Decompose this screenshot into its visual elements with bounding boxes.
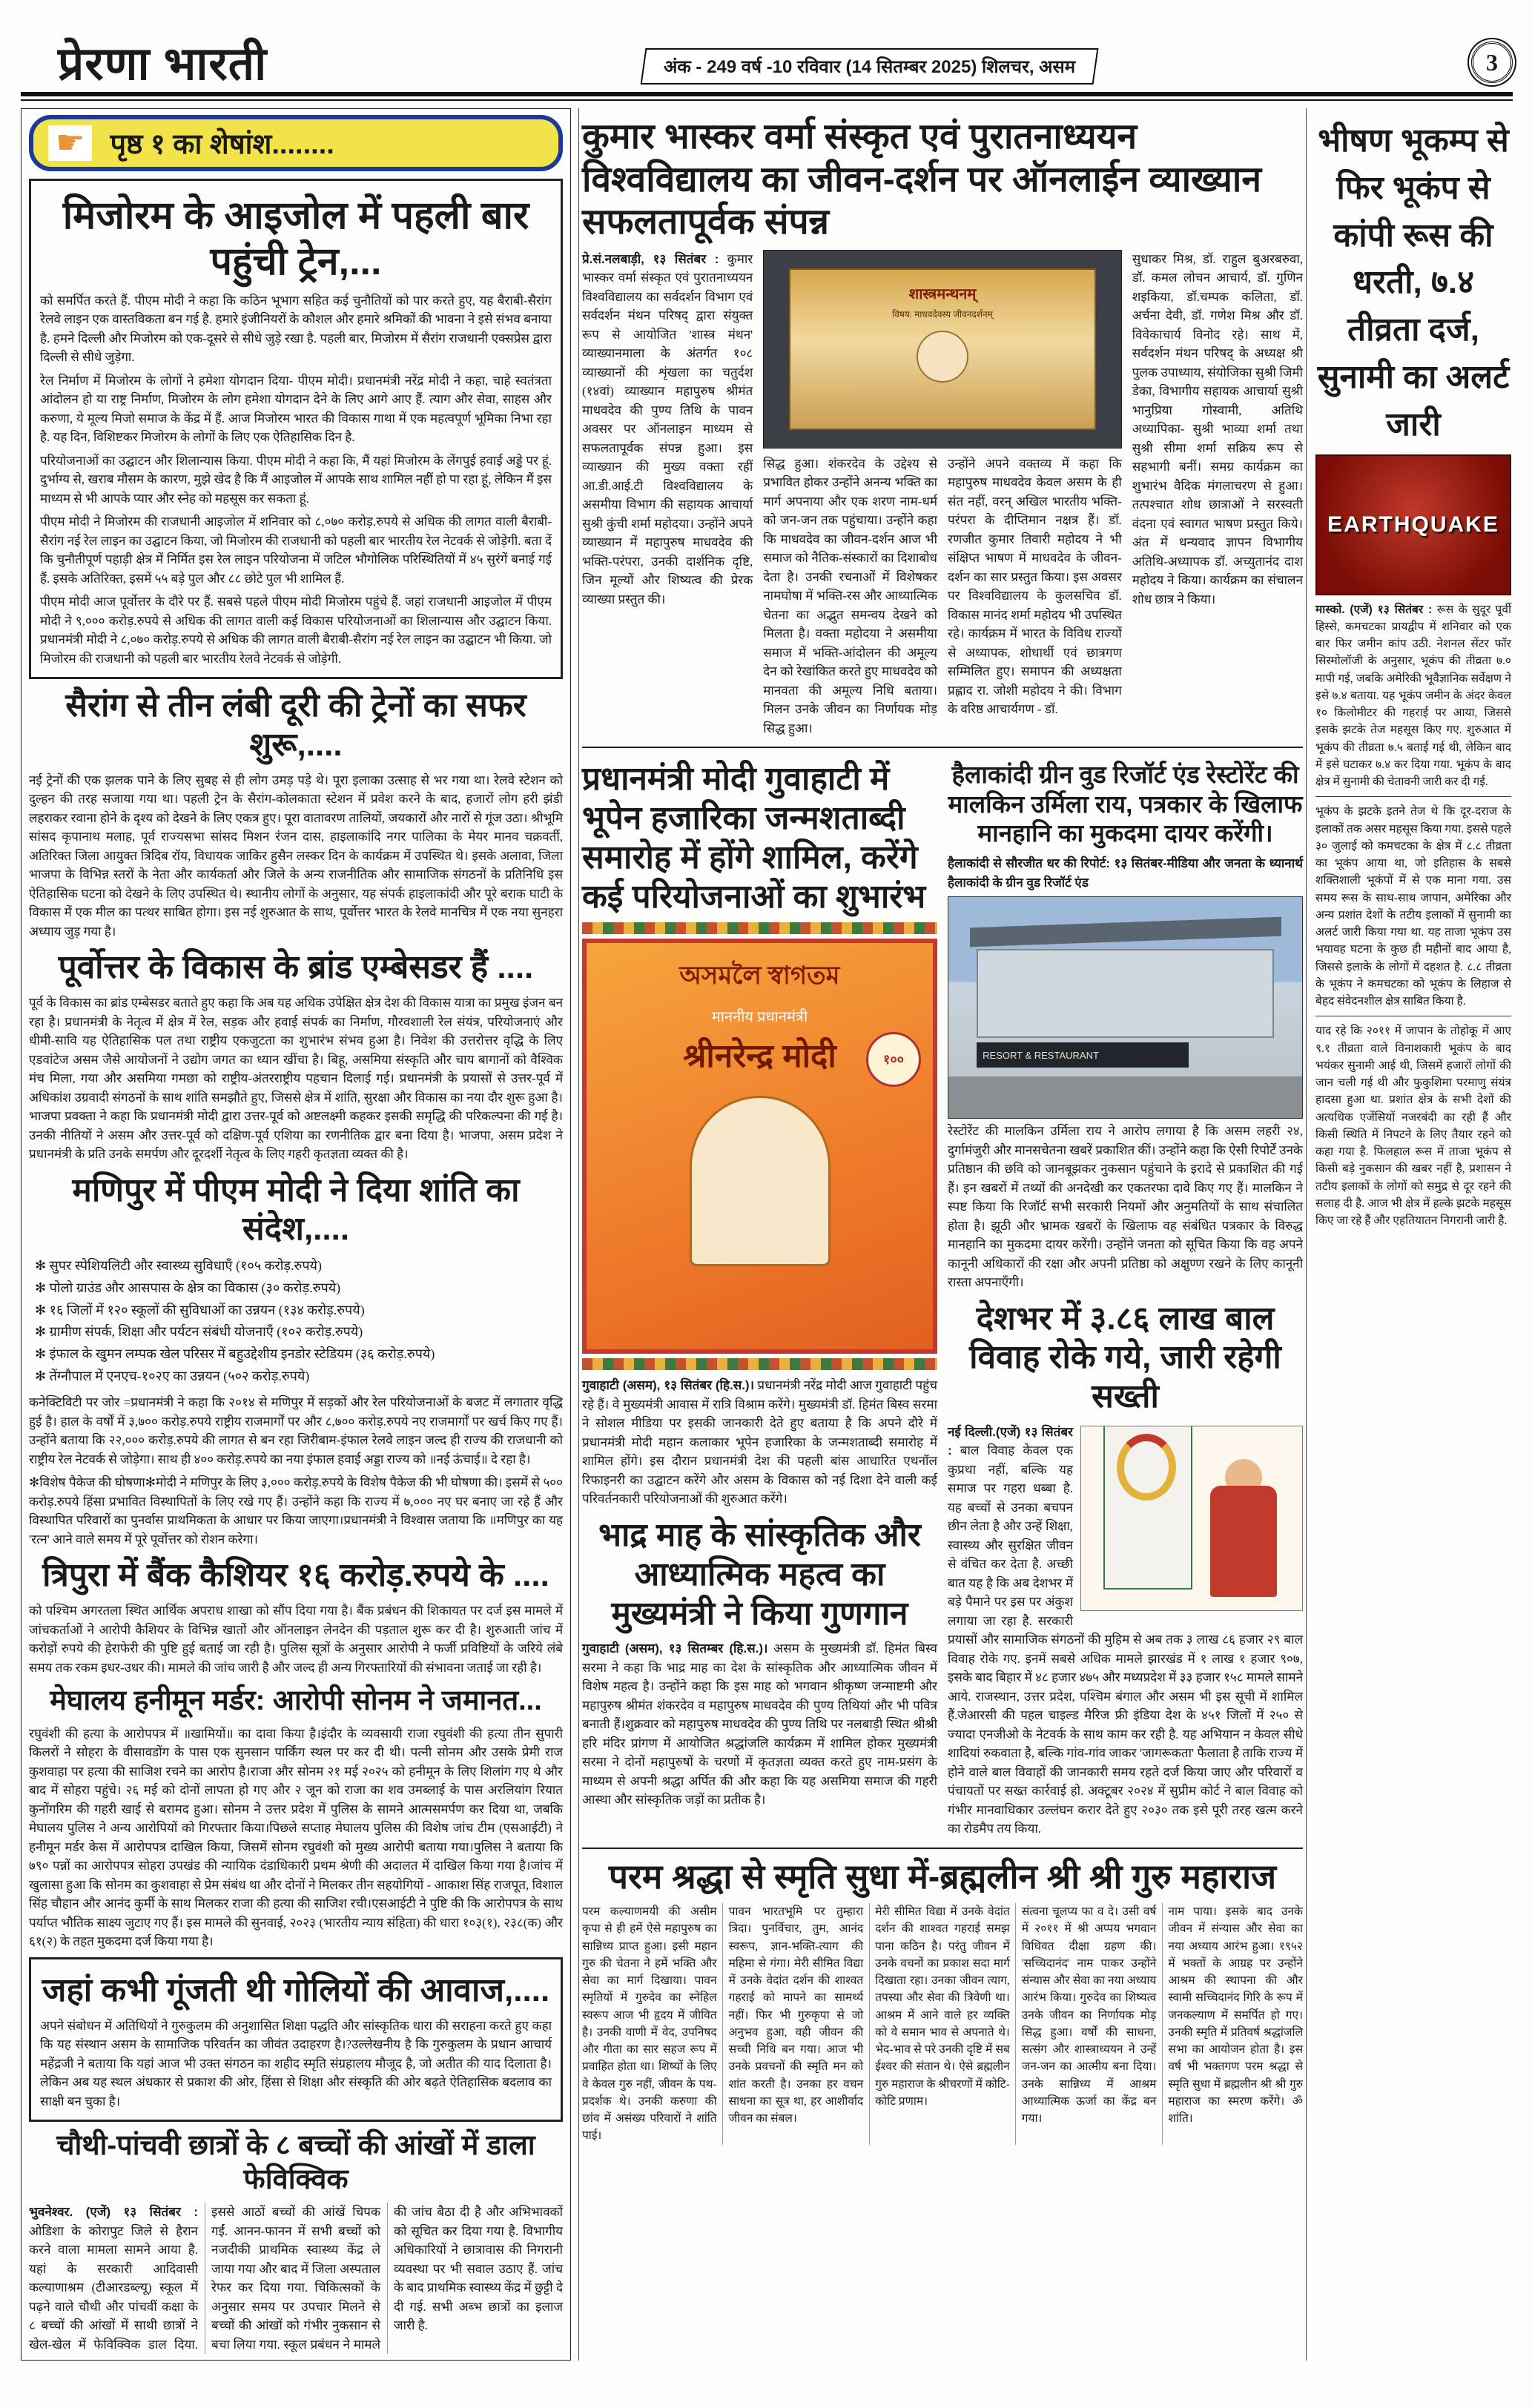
headline-manipur-peace: मणिपुर में पीएम मोदी ने दिया शांति का संदेश,.... <box>72 1171 520 1248</box>
article-text: रूस के सुदूर पूर्वी हिस्से, कमचटका प्रायद्वीप में शनिवार को एक बार फिर जमीन कांप उठी. नेशनल सेंटर फॉर सिस्मोलॉजी के अनुसार, भूकंप की तीव्रता ७.० मापी गई, जबकि अमेरिकी भूवैज्ञानिक सर्वेक्षण ने इसे ७.४ बताया. यह भूकंप जमीन के अंदर केवल १० किलोमीटर की गहराई पर आया, जिससे इसके झटके तेज महसूस किए गए. शुरुआत में भूकंप की तीव्रता ७.५ बताई गई थी, लेकिन बाद में इसे घटाकर ७.४ कर दिया गया. भूकंप के बाद क्षेत्र में सुनामी की चेतावनी जारी कर दी गई. <box>1315 603 1511 789</box>
headline-brand-ambassador: पूर्वोत्तर के विकास के ब्रांड एम्बेसडर हैं .... <box>58 949 534 986</box>
header-rule <box>21 92 1513 101</box>
continued-from-page1-banner <box>29 115 563 171</box>
resort-roof <box>970 917 1281 947</box>
headline-sairang-trains: सैरांग से तीन लंबी दूरी की ट्रेनों का सफर शुरू,.... <box>65 687 526 764</box>
article-paragraph: रेस्टोरेंट की मालकिन उर्मिला राय ने आरोप लगाया है कि असम लहरी २४, दुर्गामंजुरी और मानसचेतना खबरें प्रकाशित कीं। उन्होंने कहा कि ऐसी रिपोर्टें उनके प्रतिष्ठान की छवि को जानबूझकर नुकसान पहुंचाने के इरादे से प्रकाशित की गई हैं। इन खबरों में तथ्यों की अनदेखी कर एकतरफा दावे किए गए हैं। मालकिन ने स्पष्ट किया कि रिजॉर्ट सभी सरकारी नियमों और अनुमतियों के साथ संचालित होता है। झूठी और भ्रामक खबरों के खिलाफ वह संबंधित पत्रकार के विरुद्ध मानहानि का मुकदमा दायर करेंगी। उन्होंने जनता को सूचित किया कि वह अपने कानूनी अधिकारों की रक्षा और अपनी प्रतिष्ठा को अक्षुण्ण रखने के लिए कानूनी रास्ता अपनाएँगी। <box>948 1124 1303 1290</box>
divider <box>1315 796 1511 797</box>
article-paragraph <box>582 250 753 609</box>
article-paragraph: को पश्चिम अगरतला स्थित आर्थिक अपराध शाखा को सौंप दिया गया है। बैंक प्रबंधन की शिकायत पर दर्ज इस मामले में जांचकर्ताओं ने आरोपी कैशियर के विभिन्न खातों और ऑनलाइन लेनदेन की पड़ताल शुरू कर दी है। शुरुआती जांच में करोड़ों रुपये की हेराफेरी की पुष्टि हुई बताई जा रही है। पुलिस सूत्रों के अनुसार आरोपी ने फर्जी प्रविष्टियों के जरिये लंबे समय तक रकम इधर-उधर की। मामले की जांच जारी है और जल्द ही अन्य गिरफ्तारियों की संभावना जताई जा रही है। <box>29 1604 563 1675</box>
article-honeymoon-murder <box>29 1684 563 1951</box>
speaker-figure <box>917 331 968 383</box>
divider <box>582 747 1303 748</box>
headline-greenwood-resort: हैलाकांदी ग्रीन वुड रिजॉर्ट एंड रेस्टोरेंट की मालकिन उर्मिला राय, पत्रकार के खिलाफ मानहानि का मुकदमा दायर करेंगी। <box>948 761 1303 847</box>
poster-name: श्रीनरेन्द्र मोदी <box>683 1038 836 1075</box>
resort-building <box>977 949 1274 1038</box>
dateline: नई दिल्ली.(एजें) १३ सितंबर : <box>948 1424 1073 1458</box>
memorial-column: संत्वना चूलप्य फा व दे। उसी वर्ष में २०११ में श्री अप्पय भगवान विधिवत दीक्षा ग्रहण की। 'सच्चिदानंद' नाम पाकर उन्होंने संन्यास और सेवा का नया अध्याय आरंभ किया। गुरुदेव का शिष्यत्व उनके जीवन का निर्णायक मोड़ सिद्ध हुआ। वर्षों की साधना, सत्संग और शास्त्राध्ययन ने उन्हें जन-जन का आत्मीय बना दिया। उनके सान्निध्य में आश्रम आध्यात्मिक ऊर्जा का केंद्र बन गया। <box>1021 1905 1157 2126</box>
article-bhadra-month <box>582 1516 937 1810</box>
article-paragraph: पीएम मोदी ने मिजोरम की राजधानी आइजोल में शनिवार को ८,०७० करोड़.रुपये से अधिक की लागत वाली बैराबी-सैरांग नई रेल लाइन का उद्घाटन किया, जो मिजोरम की राजधानी को पहली बार भारतीय रेल नेटवर्क से जोड़ेगी. बता दें कि चुनौतीपूर्ण पहाड़ी क्षेत्र में निर्मित इस रेल लाइन परियोजना में जटिल भौगोलिक परिस्थितियों में ४५ सुरंगें बनाई गई हैं. इसके अतिरिक्त, इसमें ५५ बड़े पुल और ८८ छोटे पुल भी शामिल हैं. <box>40 515 552 586</box>
article-paragraph: ✻विशेष पैकेज की घोषणा✻मोदी ने मणिपुर के लिए ३,००० करोड़.रुपये के विशेष पैकेज की भी घोषणा की। इसमें से ५०० करोड़.रुपये हिंसा प्रभावित विस्थापितों के लिए रखे गए हैं। उन्होंने कहा कि राज्य में ७,००० नए घर बनाए जा रहे हैं और विस्थापित परिवारों का पुनर्वास प्राथमिकता के आधार पर किया जाएगा।प्रधानमंत्री ने विश्वास जताया कि ॥मणिपुर का यह 'रत्न' आने वाले समय में पूरे पूर्वोत्तर को रोशन करेगा। <box>29 1475 563 1547</box>
headline-honeymoon-murder: मेघालय हनीमून मर्डर: आरोपी सोनम ने जमानत... <box>50 1685 542 1717</box>
article-paragraph: रेल निर्माण में मिजोरम के लोगों ने हमेशा योगदान दिया- पीएम मोदी। प्रधानमंत्री नरेंद्र मोदी ने कहा, चाहे स्वतंत्रता आंदोलन हो या राष्ट्र निर्माण, मिजोरम के लोग हमेशा योगदान देने के लिए आगे आए हैं. त्याग और सेवा, साहस और करुणा, ये मूल्य मिजो समाज के केंद्र में हैं. आज मिजोरम भारत की विकास गाथा में एक महत्वपूर्ण भूमिका निभा रहा है. यह दिन, विशिष्टकर मिजोरम के लोगों के लिए एक ऐतिहासिक दिन है. <box>40 373 552 445</box>
child-marriage-illustration <box>1080 1426 1303 1611</box>
headline-feviquick: चौथी-पांचवी छात्रों के ८ बच्चों की आंखों में डाला फेविक्विक <box>56 2130 535 2195</box>
article-paragraph <box>29 2203 563 2354</box>
right-column <box>1314 108 1513 2361</box>
article-feviquick <box>29 2129 563 2354</box>
poster-border-decoration <box>582 1358 937 1370</box>
modi-welcome-poster <box>582 939 937 1354</box>
memorial-column: मेरी सीमित विद्या में उनके वेदांत दर्शन की शाश्वत गहराई समझ पाना कठिन है। परंतु जीवन में उनके वचनों का प्रकाश सदा मार्ग दिखाता रहा। उनका जीवन त्याग, तपस्या और सेवा की त्रिवेणी था। आश्रम में आने वाले हर व्यक्ति को वे समान भाव से अपनाते थे। भेद-भाव से परे उनकी दृष्टि में सब ईश्वर की संतान थे। ऐसे ब्रह्मलीन गुरु महाराज के श्रीचरणों में कोटि-कोटि प्रणाम। <box>875 1905 1010 2108</box>
article-paragraph: कनेक्टिविटी पर जोर =प्रधानमंत्री ने कहा कि २०१४ से मणिपुर में सड़कों और रेल परियोजनाओं के बजट में लगातार वृद्धि हुई है। हाल के वर्षों में ३,७०० करोड़.रुपये राष्ट्रीय राजमार्गों पर और ८,७०० करोड़.रुपये नए राजमार्गों पर खर्च किए गए हैं।उन्होंने बताया कि २२,००० करोड़.रुपये की लागत से बन रहा जिरीबाम-इंफाल रेलवे लाइन जल्द ही राज्य की राजधानी को राष्ट्रीय रेल नेटवर्क से जोड़ेगा। साथ ही ४०० करोड़.रुपये का नया इंफाल हवाई अड्डा राज्य को ॥नई ऊंचाई॥ दे रहा है। <box>29 1395 563 1466</box>
webinar-screenshot-photo <box>763 250 1122 449</box>
article-text: ओडिशा के कोरापुट जिले से हैरान करने वाला मामला सामने आया है. यहां के सरकारी आदिवासी कल्याणाश्रम (टीआरडब्ल्यू) स्कूल में पढ़ने वाले चौथी और पांचवीं कक्षा के ८ बच्चों की आंखों में साथी छात्रों ने खेल-खेल में फेविक्विक डाल दिया. इससे आठों बच्चों की आंखें चिपक गईं. आनन-फानन में सभी बच्चों को नजदीकी प्राथमिक स्वास्थ्य केंद्र ले जाया गया और बाद में जिला अस्पताल रेफर कर दिया गया. चिकित्सकों के अनुसार समय पर उपचार मिलने से बच्चों की आंखों को गंभीर नुकसान से बचा लिया गया. स्कूल प्रबंधन ने मामले की जांच बैठा दी है और अभिभावकों को सूचित कर दिया गया है. विभागीय अधिकारियों ने छात्रावास की निगरानी व्यवस्था पर भी सवाल उठाए हैं. जांच के बाद प्राथमिक स्वास्थ्य केंद्र में छुट्टी दे दी गई. सभी अब्भ छात्रों का इलाज जारी है. <box>29 2205 563 2352</box>
page-number-badge: 3 <box>1471 42 1513 83</box>
headline-mizoram-train: मिजोरम के आइजोल में पहली बार पहुंची ट्रेन,... <box>62 194 529 284</box>
headline-bhadra-month: भाद्र माह के सांस्कृतिक और आध्यात्मिक महत्व का मुख्यमंत्री ने किया गुणगान <box>598 1516 921 1632</box>
article-paragraph <box>1315 601 1511 791</box>
resort-driveway <box>948 1076 1302 1118</box>
article-gurukulam <box>29 1957 563 2122</box>
byline-paragraph <box>948 854 1303 892</box>
divider <box>582 1848 1303 1849</box>
bullet-item: ✻ तेंग्नौपाल में एनएच-१०२ए का उन्नयन (५०२ करोड़.रुपये) <box>35 1368 310 1383</box>
headline-tripura-cashier: त्रिपुरा में बैंक कैशियर १६ करोड़.रुपये के .... <box>42 1557 549 1594</box>
earthquake-graphic <box>1315 454 1511 595</box>
bullet-item: ✻ इंफाल के खुमन लम्पक खेल परिसर में बहुउद्देशीय इनडोर स्टेडियम (३६ करोड़.रुपये) <box>35 1346 435 1362</box>
article-paragraph: को समर्पित करते हैं. पीएम मोदी ने कहा कि कठिन भूभाग सहित कई चुनौतियों को पार करते हुए, यह बैराबी-सैरांग रेलवे लाइन एक वास्तविकता बन गई है. हमारे इंजीनियरों के कौशल और हमारे श्रमिकों की भावना ने इसे संभव बनाया है. हमने दिल्ली और मिजोरम को एक-दूसरे से सीधे जुड़े रखा है. पहली बार, मिजोरम में सैरांग राजधानी एक्सप्रेस द्वारा दिल्ली से सीधे जुड़ेगा. <box>40 293 552 365</box>
bullet-item: ✻ १६ जिलों में १२० स्कूलों की सुविधाओं का उन्नयन (१३४ करोड़.रुपये) <box>35 1302 365 1317</box>
article-paragraph: पूर्व के विकास का ब्रांड एम्बेसडर बताते हुए कहा कि अब यह अधिक उपेक्षित क्षेत्र देश की विकास यात्रा का प्रमुख इंजन बन रहा है। प्रधानमंत्री के नेतृत्व में क्षेत्र में रेल, सड़क और हवाई संपर्क का निर्माण, गौरवशाली रेल संयंत्र, परियोजनाएं और धीमी-सावि यह ऐतिहासिक पल तथा राष्ट्रीय एकजुटता का शुभारंभ संभव हुआ है। निवेश की उत्तरोत्तर वृद्धि के लिए एडवांटेज असम जैसे आयोजनों ने उद्योग जगत का ध्यान खींचा है। बिहू, असमिया संस्कृति और चाय बागानों को वैश्विक मंच मिला, गया और असमिया गमछा को राष्ट्रीय-अंतरराष्ट्रीय पहचान दिलाई गई। प्रधानमंत्री के प्रयासों से उत्तर-पूर्व में अधिकांश उग्रवादी संगठनों के साथ शांति समझौते हुए, जिससे क्षेत्र में शांति, सुरक्षा और विकास का नया दौर शुरू हुआ है। भाजपा प्रवक्ता ने कहा कि प्रधानमंत्री मोदी द्वारा उत्तर-पूर्व को अष्टलक्ष्मी कहकर इसकी समृद्धि की परिकल्पना की गई है। उनकी नीतियों ने असम और उत्तर-पूर्व को दक्षिण-पूर्व एशिया का रणनीतिक द्वार बना दिया है। भाजपा, असम प्रदेश ने प्रधानमंत्री के प्रति उनके समर्पण और दूरदर्शी नेतृत्व के लिए गहरी कृतज्ञता व्यक्त की है। <box>29 996 563 1162</box>
article-guru-maharaj-memorial <box>582 1856 1303 2145</box>
headline-hazarika-centenary: प्रधानमंत्री मोदी गुवाहाटी में भूपेन हजारिका जन्मशताब्दी समारोह में होंगे शामिल, करेंगे कई परियोजनाओं का शुभारंभ <box>582 761 926 915</box>
article-paragraph: परियोजनाओं का उद्घाटन और शिलान्यास किया. पीएम मोदी ने कहा कि, मैं यहां मिजोरम के लेंगपुई हवाई अड्डे पर हूं. दुर्भाग्य से, खराब मौसम के कारण, मुझे खेद है कि मैं आइजोल में आपके साथ शामिल नहीं हो पा रहा हूं, लेकिन मैं इस माध्यम से भी आपके प्यार और स्नेह को महसूस कर सकता हूं. <box>40 453 552 506</box>
article-manipur-peace <box>29 1171 563 1549</box>
garland <box>1117 1434 1176 1501</box>
center-right-subcolumn <box>948 752 1303 1843</box>
resort-photo <box>948 896 1303 1119</box>
article-paragraph: सुधाकर मिश्र, डॉ. राहुल बुअरबरुवा, डॉ. कमल लोचन आचार्य, डॉ. गुणिन शइकिया, डॉ.चम्पक कलिता, डॉ. अर्चना देवी, डॉ. गणेश मिश्र और डॉ. विवेकाचार्य विनोद रहे। साथ में, सर्वदर्शन मंथन परिषद् के अध्यक्ष श्री पुलक उपाध्याय, संयोजिका सुश्री जिमी डेका, विभागीय सहायक आचार्या सुश्री भानुप्रिया गोस्वामी, अतिथि अध्यापिका- सुश्री भाव्या शर्मा तथा सुश्री सीमा शर्मा सक्रिय रूप से सहभागी बनीं। समग्र कार्यक्रम का शुभारंभ वैदिक मंगलाचरण से हुआ। तत्पश्चात शोध छात्राओं ने सरस्वती वंदना एवं स्वागत भाषण प्रस्तुत किये। अंत में धन्यवाद ज्ञापन विभागीय अतिथि-अध्यापक डॉ. अच्युतानंद दाश महोदय ने किया। कार्यक्रम का संचालन शोध छात्र ने किया। <box>1132 251 1304 606</box>
earthquake-label: EARTHQUAKE <box>1327 512 1499 537</box>
left-column <box>21 108 571 2361</box>
article-paragraph: रघुवंशी की हत्या के आरोपपत्र में ॥खामियों॥ का दावा किया है।इंदौर के व्यवसायी राजा रघुवंशी की हत्या तीन सुपारी किलरों ने सोहरा के वीसावडोंग के पास एक सुनसान पार्किंग स्थल पर कर दी थी। पत्नी सोनम और उसके प्रेमी राज कुशवाहा पर हत्या की साजिश रचने का आरोप है।राजा और सोनम २१ मई २०२५ को हनीमून के लिए शिलांग गए थे और बाद में सोहरा पहुंचे। २६ मई को दोनों लापता हो गए और २ जून को राजा का शव उमब्लाई के पास अरलियांग रियात कुनोंगरिम की गहरी खाई से बरामद हुआ। सोनम ने उत्तर प्रदेश में पुलिस के सामने आत्मसमर्पण कर दिया था, जबकि मेघालय पुलिस ने अन्य आरोपियों को गिरफ्तार किया।पिछले सप्ताह मेघालय पुलिस की विशेष जांच टीम (एसआईटी) ने हनीमून मर्डर केस में आरोपपत्र दाखिल किया, जिसमें सोनम रघुवंशी को मुख्य आरोपी बताया गया।पुलिस ने बताया कि ७९० पन्नों का आरोपपत्र सोहरा उपखंड की न्यायिक दंडाधिकारी प्रथम श्रेणी की अदालत में दाखिल किया गया है।जांच में खुलासा हुआ कि सोनम का कुशवाहा से प्रेम संबंध था और दोनों ने मिलकर तीन सहयोगियों - आकाश सिंह राजपूत, विशाल सिंह चौहान और आनंद कुर्मी के साथ मिलकर राजा की हत्या की साजिश रची।एसआईटी ने पुष्टि की कि आरोपपत्र के साथ पर्याप्त भौतिक साक्ष्य जुटाए गए हैं। इस मामले की सुनवाई, २०२३ (भारतीय न्याय संहिता) की धारा १०३(१), २३८(क) और ६१(२) के तहत मुकदमा दर्ज किया गया है। <box>29 1726 563 1949</box>
article-paragraph: भूकंप के झटके इतने तेज थे कि दूर-दराज के इलाकों तक असर महसूस किया गया. इससे पहले ३० जुलाई को कमचटका के क्षेत्र में ८.८ तीव्रता का भूकंप आया था, जो इतिहास के सबसे शक्तिशाली भूकंपों में से एक माना गया. उस समय रूस के साथ-साथ जापान, अमेरिका और अन्य प्रशांत देशों के तटीय इलाकों में सुनामी का अलर्ट जारी किया गया था. यह ताजा भूकंप उस भयावह घटना के कुछ ही महीनों बाद आया है, जिससे इलाके के लोगों में दहशत है. ८.८ तीव्रता के भूकंप ने कमचटका को भूकंप के लिहाज से बेहद संवेदनशील क्षेत्र साबित किया है. <box>1315 805 1511 1008</box>
resort-sign: RESORT & RESTAURANT <box>977 1042 1189 1068</box>
webinar-slide-title: शास्त्रमन्थनम् <box>908 285 977 302</box>
article-paragraph: उन्होंने अपने वक्तव्य में कहा कि महापुरुष माधवदेव केवल असम के ही संत नहीं, वरन् अखिल भारतीय भक्ति-परंपरा के दीप्तिमान नक्षत्र हैं। डॉ. रणजीत कुमार तिवारी महोदय ने भी संक्षिप्त भाषण में माधवदेव के जीवन-दर्शन का सार प्रस्तुत किया। इस अवसर पर विश्वविद्यालय के कुलसचिव डॉ. विकास मानंद शर्मा महोदय भी उपस्थित रहे। कार्यक्रम में भारत के विविध राज्यों से अध्यापक, शोधार्थी एवं छात्रगण सम्मिलित हुए। समापन की अध्यक्षता प्रह्लाद रा. जोशी महोदय ने की। विभाग के वरिष्ठ आचार्यगण - डॉ. <box>948 456 1122 717</box>
article-text: असम के मुख्यमंत्री डॉ. हिमंत बिस्व सरमा ने कहा कि भाद्र माह का देश के सांस्कृतिक और आध्यात्मिक जीवन में विशेष महत्व है। उन्होंने कहा कि इस माह को भगवान श्रीकृष्ण जन्माष्टमी और महापुरुष श्रीमंत शंकरदेव व महापुरुष माधवदेव की पुण्य तिथियां और भी पवित्र बनाती हैं।शुक्रवार को महापुरुष माधवदेव की पुण्य तिथि पर नलबाड़ी स्थित श्रीश्री हरि मंदिर प्रांगण में आयोजित श्रद्धांजलि कार्यक्रम में शामिल होकर मुख्यमंत्री सरमा ने दोनों महापुरुषों के चरणों में कृतज्ञता व्यक्त करते हुए नाम-प्रसंग के माध्यम से अपनी श्रद्धा अर्पित की और कहा कि यह असमिया समाज की गहरी आस्था और सांस्कृतिक जड़ों का प्रतीक है। <box>582 1641 938 1807</box>
article-paragraph <box>582 1376 937 1509</box>
memorial-column: पावन भारतभूमि पर तुम्हारा त्रिदा। पुनर्विचार, तुम, आनंद स्वरूप, ज्ञान-भक्ति-त्याग की महिमा से गंगा। मेरी सीमित विद्या में उनके वेदांत दर्शन की शाश्वत गहराई को मापने का सामर्थ्य नहीं। फिर भी गुरुकृपा से जो अनुभव हुआ, वही जीवन की सच्ची निधि बन गया। आज भी उनके प्रवचनों की स्मृति मन को शांत करती है। उनका हर वचन साधना का सूत्र था, हर आशीर्वाद जीवन का संबल। <box>728 1905 864 2126</box>
article-tripura-cashier <box>29 1556 563 1677</box>
headline-guru-maharaj: परम श्रद्धा से स्मृति सुधा में-ब्रह्मलीन श्री श्री गुरु महाराज <box>608 1856 1277 1896</box>
article-paragraph: नई ट्रेनों की एक झलक पाने के लिए सुबह से ही लोग उमड़ पड़े थे। पूरा इलाका उत्साह से भर गया था। रेलवे स्टेशन को दुल्हन की तरह सजाया गया था। पहली ट्रेन के सैरांग-कोलकाता स्टेशन में प्रवेश करने के बाद, हजारों लोग हरी झंडी लहराकर रवाना होने के दृश्य को देखने के लिए एकत्र हुए। पूरा वातावरण तालियों, जयकारों और नारों से गूंज उठा। श्रीभूमि सांसद कृपानाथ मलाह, पूर्व राज्यसभा सांसद मिशन रंजन दास, हाइलाकांदि नगर पालिका के मेयर मानव चक्रवर्ती, अतिरिक्त जिला आयुक्त त्रिदिब रॉय, विधायक जाकिर हुसैन लस्कर दिन के कार्यक्रम में उपस्थित थे। इसके अलावा, जिला भाजपा के विभिन्न स्तरों के नेता और कार्यकर्ता और जिले के अन्य राजनीतिक और सामाजिक संगठनों के प्रतिनिधि इस ऐतिहासिक घटना को देखने के लिए उपस्थित थे। स्थानीय लोगों के अनुसार, यह संपर्क हाइलाकांदी और पूरे बराक घाटी के विकास में एक मील का पत्थर साबित होगा। इस नई शुरुआत के साथ, पूर्वोत्तर भारत के रेलवे मानचित्र में एक नया सुनहरा अध्याय जुड़ गया है। <box>29 773 563 939</box>
centenary-100-badge: १०० <box>866 1032 921 1087</box>
page-grid <box>21 108 1513 2361</box>
article-brand-ambassador <box>29 948 563 1163</box>
dateline: गुवाहाटी (असम), १३ सितम्बर (हि.स.)। <box>582 1641 768 1656</box>
webinar-slide <box>789 268 1096 430</box>
headline-gurukulam: जहां कभी गूंजती थी गोलियों की आवाज,.... <box>42 1971 550 2008</box>
poster-border-decoration <box>582 922 937 934</box>
article-paragraph: पीएम मोदी आज पूर्वोत्तर के दौरे पर हैं. सबसे पहले पीएम मोदी मिजोरम पहुंचे हैं. जहां राजधानी आइजोल में पीएम मोदी ने ९,००० करोड़.रुपये से अधिक की लागत वाली कई विकास परियोजनाओं का शिलान्यास और उद्घाटन किया. प्रधानमंत्री मोदी ने ८,०७० करोड़.रुपये से अधिक की लागत वाली बैराबी-सैरांग नई रेल लाइन का उद्घाटन भी किया. जो मिजोरम की राजधानी को पहली बार भारतीय रेलवे नेटवर्क से जोड़ेगी. <box>40 595 552 666</box>
pointing-finger-icon: ☛ <box>48 125 92 161</box>
bride-figure <box>1210 1486 1277 1597</box>
article-text: कुमार भास्कर वर्मा संस्कृत एवं पुरातनाध्ययन विश्वविद्यालय का सर्वदर्शन विभाग एवं सर्वदर्शन मंथन परिषद् द्वारा संयुक्त रूप से आयोजित 'शास्त्र मंथन' व्याख्यानमाला के अंतर्गत १०८ व्याख्यानों की शृंखला का चतुर्दश (१४वां) व्याख्यान महापुरुष श्रीमंत माधवदेव की पुण्य तिथि के पावन अवसर पर ऑनलाइन माध्यम से सफलतापूर्वक संपन्न हुआ। इस व्याख्यान की मुख्य वक्ता रहीं आ.डी.आई.टी विश्वविद्यालय के असमीया विभाग की सहायक आचार्या सुश्री कुंची शर्मा महोदया। उन्होंने अपने व्याख्यान में महापुरुष माधवदेव की भक्ति-परंपरा, उनकी दार्शनिक दृष्टि, जिन मूल्यों और शिष्यत्व की प्रेरक व्याख्या प्रस्तुत की। <box>582 251 753 606</box>
dateline: गुवाहाटी (असम), १३ सितंबर (हि.स.)। <box>582 1378 755 1393</box>
headline-child-marriage: देशभर में ३.८६ लाख बाल विवाह रोके गये, जारी रहेगी सख्ती <box>969 1300 1281 1415</box>
article-russia-earthquake <box>1315 117 1511 1229</box>
modi-figure <box>690 1096 831 1266</box>
center-left-subcolumn <box>582 752 937 1843</box>
project-bullet-list <box>35 1255 563 1387</box>
bullet-item: ✻ ग्रामीण संपर्क, शिक्षा और पर्यटन संबंधी योजनाएँ (१०२ करोड़.रुपये) <box>35 1324 363 1340</box>
poster-subtitle: माननीय प्रधानमंत्री <box>711 1009 808 1026</box>
memorial-column: नाम पाया। इसके बाद उनके जीवन में संन्यास और सेवा का नया अध्याय आरंभ हुआ। १९५२ में भक्तों के आग्रह पर उन्होंने आश्रम की स्थापना की और स्वामी सच्चिदानंद गिरि के रूप में जनकल्याण में समर्पित हो गए। उनकी स्मृति में प्रतिवर्ष श्रद्धांजलि सभा का आयोजन होता है। इस वर्ष भी भक्तगण परम श्रद्धा से स्मृति सुधा में ब्रह्मलीन श्री श्री गुरु महाराज का स्मरण करेंगे। ॐ शांति। <box>1168 1905 1303 2126</box>
article-paragraph <box>582 1639 937 1810</box>
dateline: भुवनेश्वर. (एजें) १३ सितंबर : <box>29 2205 198 2220</box>
bullet-item: ✻ सुपर स्पेशियलिटी और स्वास्थ्य सुविधाएँ (१०५ करोड़.रुपये) <box>35 1258 322 1274</box>
webinar-slide-subtitle: विषय: माधवदेवस्य जीवनदर्शनम् <box>892 308 993 320</box>
edition-line: अंक - 249 वर्ष -10 रविवार (14 सितम्बर 2025) शिलचर, असम <box>663 57 1075 77</box>
byline: प्रे.सं.नलबाड़ी, १३ सितंबर : <box>582 251 719 266</box>
article-hazarika-centenary <box>582 760 937 1509</box>
edition-line-box <box>640 48 1098 85</box>
article-paragraph: अपने संबोधन में अतिथियों ने गुरुकुलम की अनुशासित शिक्षा पद्धति और सांस्कृतिक धारा की सराहना करते हुए कहा कि यह संस्थान असम के सामाजिक परिवर्तन का जीवंत उदाहरण है।?उल्लेखनीय है कि गुरुकुलम के प्रधान आचार्य महेंद्रजी ने बताया कि यहां आज भी उक्त संगठन का शहीद स्मृति संग्रहालय मौजूद है, जो अतीत की याद दिलाता है। लेकिन अब यह स्थल अंधकार से प्रकाश की ओर, हिंसा से शिक्षा और संस्कृति की ओर बढ़ते ऐतिहासिक बदलाव का साक्षी बन चुका है। <box>40 2018 552 2108</box>
bullet-item: ✻ पोलो ग्राउंड और आसपास के क्षेत्र का विकास (३० करोड़.रुपये) <box>35 1280 341 1295</box>
banner-label: पृष्ठ १ का शेषांश........ <box>110 129 334 160</box>
byline: हैलाकांदी से सौरजीत धर की रिपोर्ट: १३ सितंबर-मीडिया और जनता के ध्यानार्थ हैलाकांदी के ग्रीन वुड रिजॉर्ट एंड <box>948 856 1303 890</box>
article-sairang-trains <box>29 687 563 941</box>
article-sanskrit-university <box>582 116 1303 742</box>
article-child-marriage <box>948 1300 1303 1839</box>
headline-sanskrit-university: कुमार भास्कर वर्मा संस्कृत एवं पुरातनाध्ययन विश्वविद्यालय का जीवन-दर्शन पर ऑनलाईन व्याख्यान सफलतापूर्वक संपन्न <box>582 117 1261 242</box>
article-paragraph: याद रहे कि २०११ में जापान के तोहोकू में आए ९.१ तीव्रता वाले विनाशकारी भूकंप के बाद भयंकर सुनामी आई थी, जिसमें हजारों लोगों की जान चली गई थी और फुकुशिमा परमाणु संयंत्र हादसा हुआ था. प्रशांत क्षेत्र के सभी देशों की अत्यधिक एजेंसियों नजरबंदी का रही हैं और किसी स्थिति में निपटने के लिए तैयार रहने को कहा गया है. फिलहाल रूस में ताजा भूकंप से किसी बड़े नुकसान की खबर नहीं है, प्रशासन ने तटीय इलाकों के लोगों को समुद्र से दूर रहने की सलाह दी है. आज भी क्षेत्र में हल्के झटके महसूस किए जा रहे हैं और एहतियातन निगरानी जारी है. <box>1315 1025 1511 1228</box>
headline-russia-earthquake: भीषण भूकम्प से फिर भूकंप से कांपी रूस की धरती, ७.४ तीव्रता दर्ज, सुनामी का अलर्ट जारी <box>1317 122 1510 443</box>
masthead: प्रेरणा भारती <box>58 39 268 90</box>
article-text: बाल विवाह केवल एक कुप्रथा नहीं, बल्कि यह समाज पर गहरा धब्बा है. यह बच्चों से उनका बचपन छीन लेता है और उन्हें शिक्षा, स्वास्थ्य और सुरक्षित जीवन से वंचित कर देता है. अच्छी बात यह है कि अब देशभर में बड़े पैमाने पर इस पर अंकुश लगाया जा रहा है. सरकारी प्रयासों और सामाजिक संगठनों की मुहिम से अब तक ३ लाख ८६ हजार २९ बाल विवाह रोके गए. इनमें सबसे अधिक मामले झारखंड में १ लाख १ हजार ९०७, इसके बाद बिहार में ४८ हजार ४७५ और मध्यप्रदेश में ३३ हजार १५८ मामले सामने आये. राजस्थान, उत्तर प्रदेश, पश्चिम बंगाल और असम भी इस सूची में शामिल हैं.जेआरसी की पहल चाइल्ड मैरिज फ्री इंडिया देश के ४५१ जिलों में २५० से ज्यादा एनजीओ के नेटवर्क के साथ काम कर रही है. यह अभियान न केवल सीधे शादियां रुकवाता है, बल्कि गांव-गांव जाकर 'जागरूकता' फैलाता है ताकि राज्य में होने वाले बाल विवाहों की जानकारी समय रहते दर्ज किया जाए और परिवारों व पंचायतों पर सख्त कार्रवाई हो. अक्टूबर २०२४ में सुप्रीम कोर्ट ने बाल विवाह को गंभीर मानवाधिकार उल्लंघन करार देते हुए २०३० तक इसे पूरी तरह खत्म करने का रोडमैप तय किया. <box>948 1443 1303 1836</box>
article-greenwood-resort <box>948 760 1303 1291</box>
poster-welcome-text: অসমলৈ স্বাগতম <box>679 962 840 990</box>
article-text: प्रधानमंत्री नरेंद्र मोदी आज गुवाहाटी पहुंच रहे हैं। वे मुख्यमंत्री आवास में रात्रि विश्राम करेंगे। मुख्यमंत्री डॉ. हिमंत बिस्व सरमा ने सोशल मीडिया पर इसकी जानकारी देते हुए बताया है कि अपने दौरे में प्रधानमंत्री मोदी महान कलाकार भूपेन हजारिका के जन्मशताब्दी समारोह में शामिल होंगे। इस दौरान प्रधानमंत्री देश की पहली बांस आधारित एथनॉल रिफाइनरी का उद्घाटन करेंगे और असम के विकास को नई दिशा देने वाली कई परिवर्तनकारी परियोजनाओं की शुरुआत करेंगे। <box>582 1378 937 1506</box>
article-paragraph: सिद्ध हुआ। शंकरदेव के उद्देश्य से प्रभावित होकर उन्होंने अनन्य भक्ति का मार्ग अपनाया और एक शरण नाम-धर्म को जन-जन तक पहुंचाया। उन्होंने कहा कि माधवदेव का जीवन-दर्शन आज भी समाज को नैतिक-संस्कारों का दिशाबोध देता है। उनकी रचनाओं में विशेषकर नामघोषा में भक्ति-रस और आध्यात्मिक चेतना का अद्भुत समन्वय देखने को मिलता है। वक्ता महोदया ने असमीया समाज में भक्ति-आंदोलन की अमूल्य देन को रेखांकित करते हुए माधवदेव को मानवता की अमूल्य निधि बताया। मिलन उनके जीवन का निर्णायक मोड़ सिद्ध हुआ। <box>763 456 938 735</box>
article-mizoram-train <box>29 179 563 679</box>
dateline: मास्को. (एजें) १३ सितंबर : <box>1315 603 1433 616</box>
memorial-column: परम कल्याणमयी की असीम कृपा से ही हमें ऐसे महापुरुष का सान्निध्य प्राप्त हुआ। इसी महान गुरु की चेतना ने हमें भक्ति और सेवा का मार्ग दिखाया। पावन स्मृतियों में गुरुदेव का स्नेहिल स्वरूप आज भी हृदय में जीवित है। उनकी वाणी में वेद, उपनिषद और गीता का सार सहज रूप में प्रवाहित होता था। शिष्यों के लिए वे केवल गुरु नहीं, जीवन के पथ-प्रदर्शक थे। उनकी करुणा की छांव में असंख्य परिवारों ने शांति पाई। <box>582 1905 717 2143</box>
center-area <box>578 108 1307 2361</box>
page-header <box>21 30 1513 90</box>
